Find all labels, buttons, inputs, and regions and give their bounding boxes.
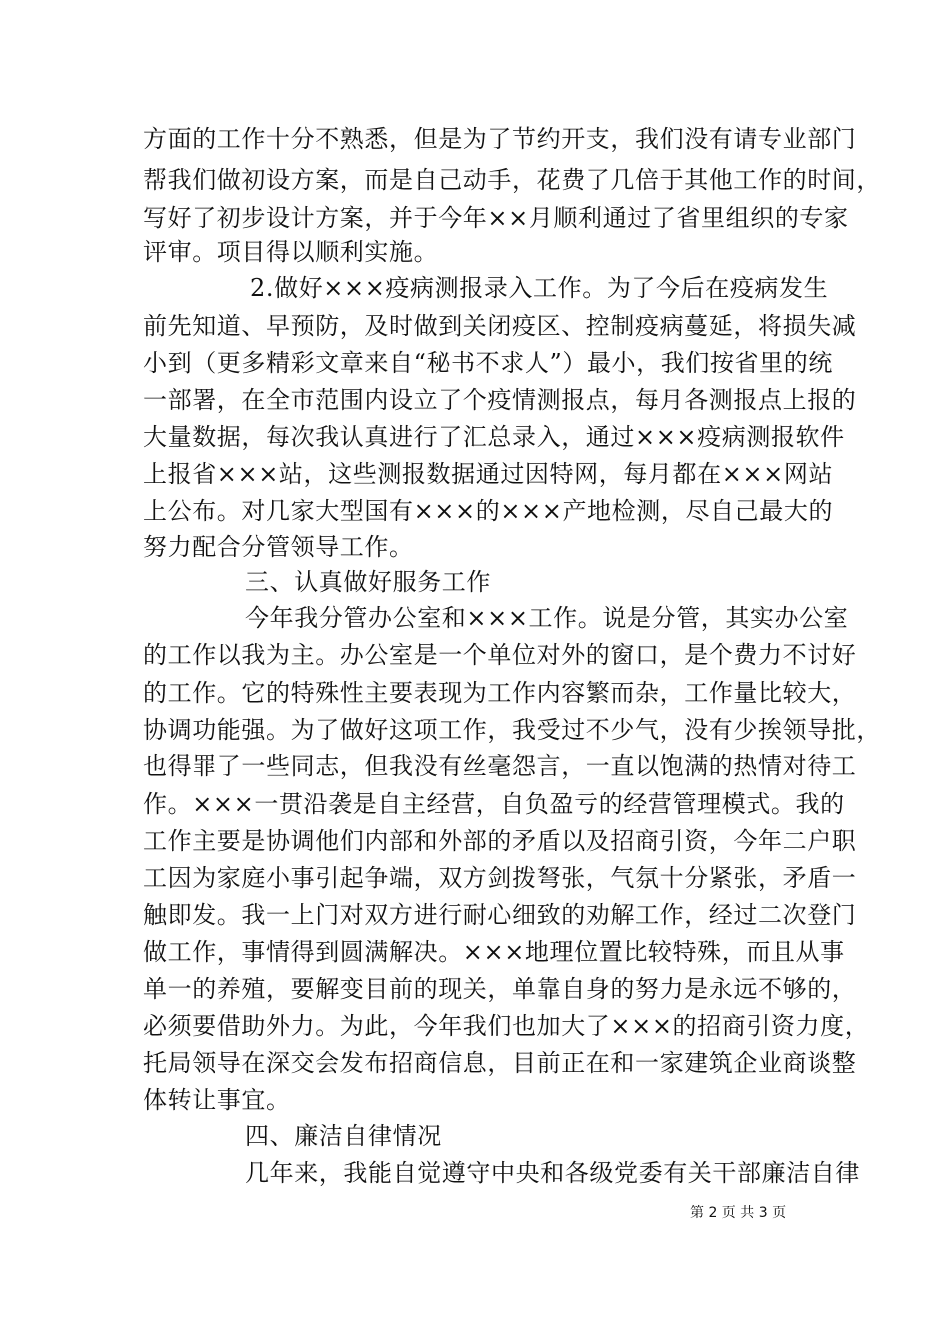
body-line: 前先知道、早预防，及时做到关闭疫区、控制疫病蔓延，将损失减: [143, 312, 857, 340]
body-line: 评审。项目得以顺利实施。: [143, 238, 439, 266]
body-line: 几年来，我能自觉遵守中央和各级党委有关干部廉洁自律: [245, 1159, 860, 1187]
body-line: 2.做好×××疫病测报录入工作。为了今后在疫病发生: [250, 274, 829, 302]
body-line: 上公布。对几家大型国有×××的×××产地检测，尽自己最大的: [143, 497, 834, 525]
body-line: 方面的工作十分不熟悉，但是为了节约开支，我们没有请专业部门: [143, 125, 857, 153]
body-line: 托局领导在深交会发布招商信息，目前正在和一家建筑企业商谈整: [143, 1049, 857, 1077]
body-line: 触即发。我一上门对双方进行耐心细致的劝解工作，经过二次登门: [143, 901, 857, 929]
body-line: 作。×××一贯沿袭是自主经营，自负盈亏的经营管理模式。我的: [143, 790, 845, 818]
body-line: 工因为家庭小事引起争端，双方剑拨弩张，气氛十分紧张，矛盾一: [143, 864, 857, 892]
page-number-footer: 第 2 页 共 3 页: [690, 1205, 787, 1221]
section-heading: 四、廉洁自律情况: [245, 1122, 442, 1150]
body-line: 的工作以我为主。办公室是一个单位对外的窗口，是个费力不讨好: [143, 641, 857, 669]
body-line: 帮我们做初设方案，而是自己动手，花费了几倍于其他工作的时间，: [143, 166, 881, 194]
body-line: 必须要借助外力。为此，今年我们也加大了×××的招商引资力度，: [143, 1012, 870, 1040]
body-line: 的工作。它的特殊性主要表现为工作内容繁而杂，工作量比较大，: [143, 679, 857, 707]
body-line: 上报省×××站，这些测报数据通过因特网，每月都在×××网站: [143, 460, 834, 488]
body-line: 努力配合分管领导工作。: [143, 533, 414, 561]
body-line: 大量数据，每次我认真进行了汇总录入，通过×××疫病测报软件: [143, 423, 845, 451]
body-line: 也得罪了一些同志，但我没有丝毫怨言，一直以饱满的热情对待工: [143, 752, 857, 780]
body-line: 工作主要是协调他们内部和外部的矛盾以及招商引资，今年二户职: [143, 827, 857, 855]
body-line: 小到（更多精彩文章来自“秘书不求人”）最小，我们按省里的统: [143, 349, 833, 377]
body-line: 单一的养殖，要解变目前的现关，单靠自身的努力是永远不够的，: [143, 975, 857, 1003]
body-line: 一部署，在全市范围内设立了个疫情测报点，每月各测报点上报的: [143, 386, 857, 414]
body-line: 做工作，事情得到圆满解决。×××地理位置比较特殊，而且从事: [143, 938, 845, 966]
body-line: 体转让事宜。: [143, 1086, 291, 1114]
body-line: 协调功能强。为了做好这项工作，我受过不少气，没有少挨领导批，: [143, 716, 881, 744]
body-line: 写好了初步设计方案，并于今年××月顺利通过了省里组织的专家: [143, 204, 849, 232]
section-heading: 三、认真做好服务工作: [245, 568, 491, 596]
body-line: 今年我分管办公室和×××工作。说是分管，其实办公室: [245, 604, 849, 632]
